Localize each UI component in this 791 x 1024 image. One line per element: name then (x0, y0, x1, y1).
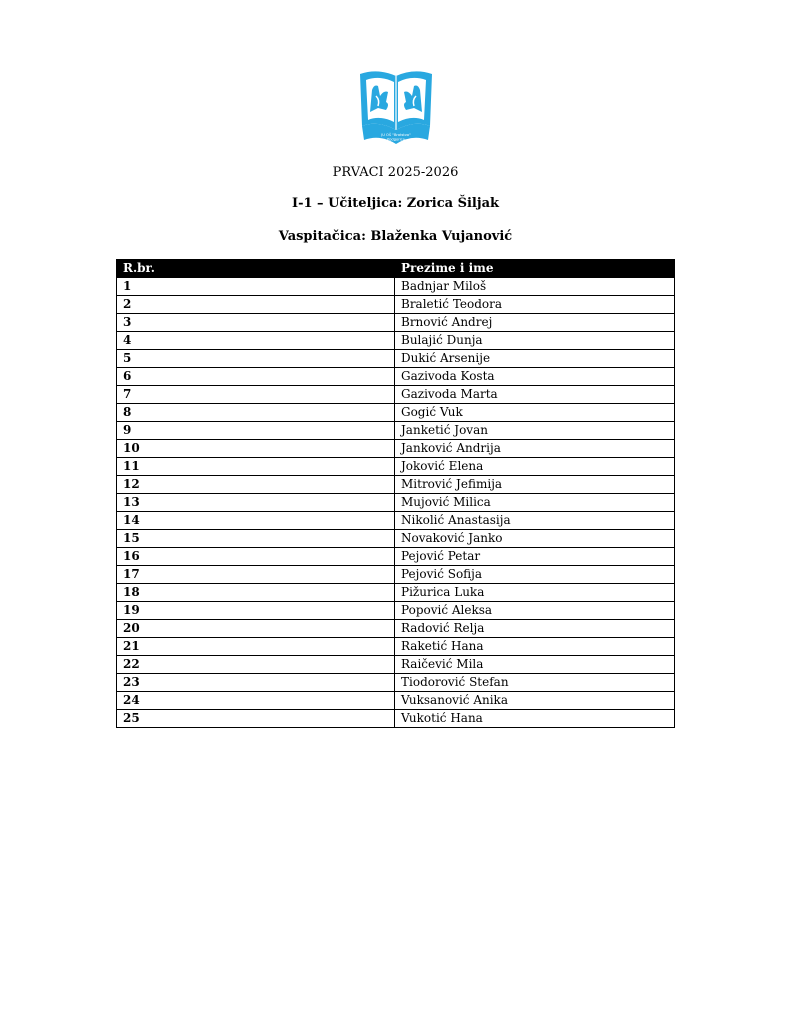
student-name-cell: Nikolić Anastasija (395, 512, 675, 530)
row-number-cell: 14 (117, 512, 395, 530)
educator-heading: Vaspitačica: Blaženka Vujanović (278, 229, 513, 244)
table-row (117, 386, 675, 404)
table-row (117, 584, 675, 602)
table-row (117, 494, 675, 512)
table-row (117, 296, 675, 314)
class-teacher-heading: I-1 – Učiteljica: Zorica Šiljak (292, 196, 499, 211)
row-number-cell: 6 (117, 368, 395, 386)
student-name-cell: Gogić Vuk (395, 404, 675, 422)
row-number-cell: 11 (117, 458, 395, 476)
row-number-cell: 2 (117, 296, 395, 314)
school-logo (356, 66, 436, 146)
student-name-cell: Tiodorović Stefan (395, 674, 675, 692)
row-number-cell: 16 (117, 548, 395, 566)
row-number-cell: 4 (117, 332, 395, 350)
table-row (117, 566, 675, 584)
student-name-cell: Joković Elena (395, 458, 675, 476)
student-name-cell: Radović Relja (395, 620, 675, 638)
row-number-cell: 20 (117, 620, 395, 638)
table-row (117, 692, 675, 710)
student-name-cell: Gazivoda Kosta (395, 368, 675, 386)
row-number-cell: 3 (117, 314, 395, 332)
row-number-cell: 1 (117, 278, 395, 296)
student-name-cell: Dukić Arsenije (395, 350, 675, 368)
row-number-cell: 15 (117, 530, 395, 548)
table-row (117, 710, 675, 728)
table-row (117, 440, 675, 458)
row-number-cell: 12 (117, 476, 395, 494)
table-row (117, 656, 675, 674)
student-name-cell: Bulajić Dunja (395, 332, 675, 350)
table-row (117, 278, 675, 296)
row-number-cell: 23 (117, 674, 395, 692)
student-name-cell: Janketić Jovan (395, 422, 675, 440)
student-name-cell: Pižurica Luka (395, 584, 675, 602)
table-row (117, 602, 675, 620)
row-number-cell: 24 (117, 692, 395, 710)
table-row (117, 422, 675, 440)
student-name-cell: Mitrović Jefimija (395, 476, 675, 494)
table-body (117, 278, 675, 728)
student-name-cell: Janković Andrija (395, 440, 675, 458)
open-book-logo-icon (356, 66, 436, 146)
table-row (117, 548, 675, 566)
row-number-cell: 21 (117, 638, 395, 656)
student-name-cell: Pejović Petar (395, 548, 675, 566)
table-row (117, 476, 675, 494)
row-number-cell: 7 (117, 386, 395, 404)
student-name-cell: Vukotić Hana (395, 710, 675, 728)
row-number-cell: 9 (117, 422, 395, 440)
student-name-cell: Raketić Hana (395, 638, 675, 656)
table-row (117, 458, 675, 476)
row-number-cell: 10 (117, 440, 395, 458)
student-name-cell: Badnjar Miloš (395, 278, 675, 296)
student-name-cell: Brnović Andrej (395, 314, 675, 332)
row-number-cell: 5 (117, 350, 395, 368)
table-row (117, 314, 675, 332)
table-row (117, 638, 675, 656)
student-roster-table (116, 259, 675, 728)
table-row (117, 350, 675, 368)
table-row (117, 620, 675, 638)
logo-caption-line1: JU OŠ "Bratstvo" (381, 133, 411, 137)
table-header-row (117, 260, 675, 278)
student-name-cell: Novaković Janko (395, 530, 675, 548)
student-name-cell: Mujović Milica (395, 494, 675, 512)
row-number-cell: 13 (117, 494, 395, 512)
row-number-cell: 19 (117, 602, 395, 620)
table-row (117, 530, 675, 548)
table-row (117, 368, 675, 386)
row-number-cell: 17 (117, 566, 395, 584)
table-row (117, 674, 675, 692)
student-name-cell: Popović Aleksa (395, 602, 675, 620)
student-name-cell: Gazivoda Marta (395, 386, 675, 404)
student-name-cell: Braletić Teodora (395, 296, 675, 314)
page-title: PRVACI 2025-2026 (332, 165, 459, 180)
row-number-cell: 8 (117, 404, 395, 422)
student-name-cell: Vuksanović Anika (395, 692, 675, 710)
row-number-cell: 22 (117, 656, 395, 674)
table-row (117, 512, 675, 530)
column-header-name: Prezime i ime (395, 260, 675, 278)
student-name-cell: Raičević Mila (395, 656, 675, 674)
column-header-number: R.br. (117, 260, 395, 278)
row-number-cell: 25 (117, 710, 395, 728)
student-name-cell: Pejović Sofija (395, 566, 675, 584)
table-row (117, 332, 675, 350)
table-row (117, 404, 675, 422)
row-number-cell: 18 (117, 584, 395, 602)
logo-caption-line2: Podgorica (387, 137, 405, 142)
